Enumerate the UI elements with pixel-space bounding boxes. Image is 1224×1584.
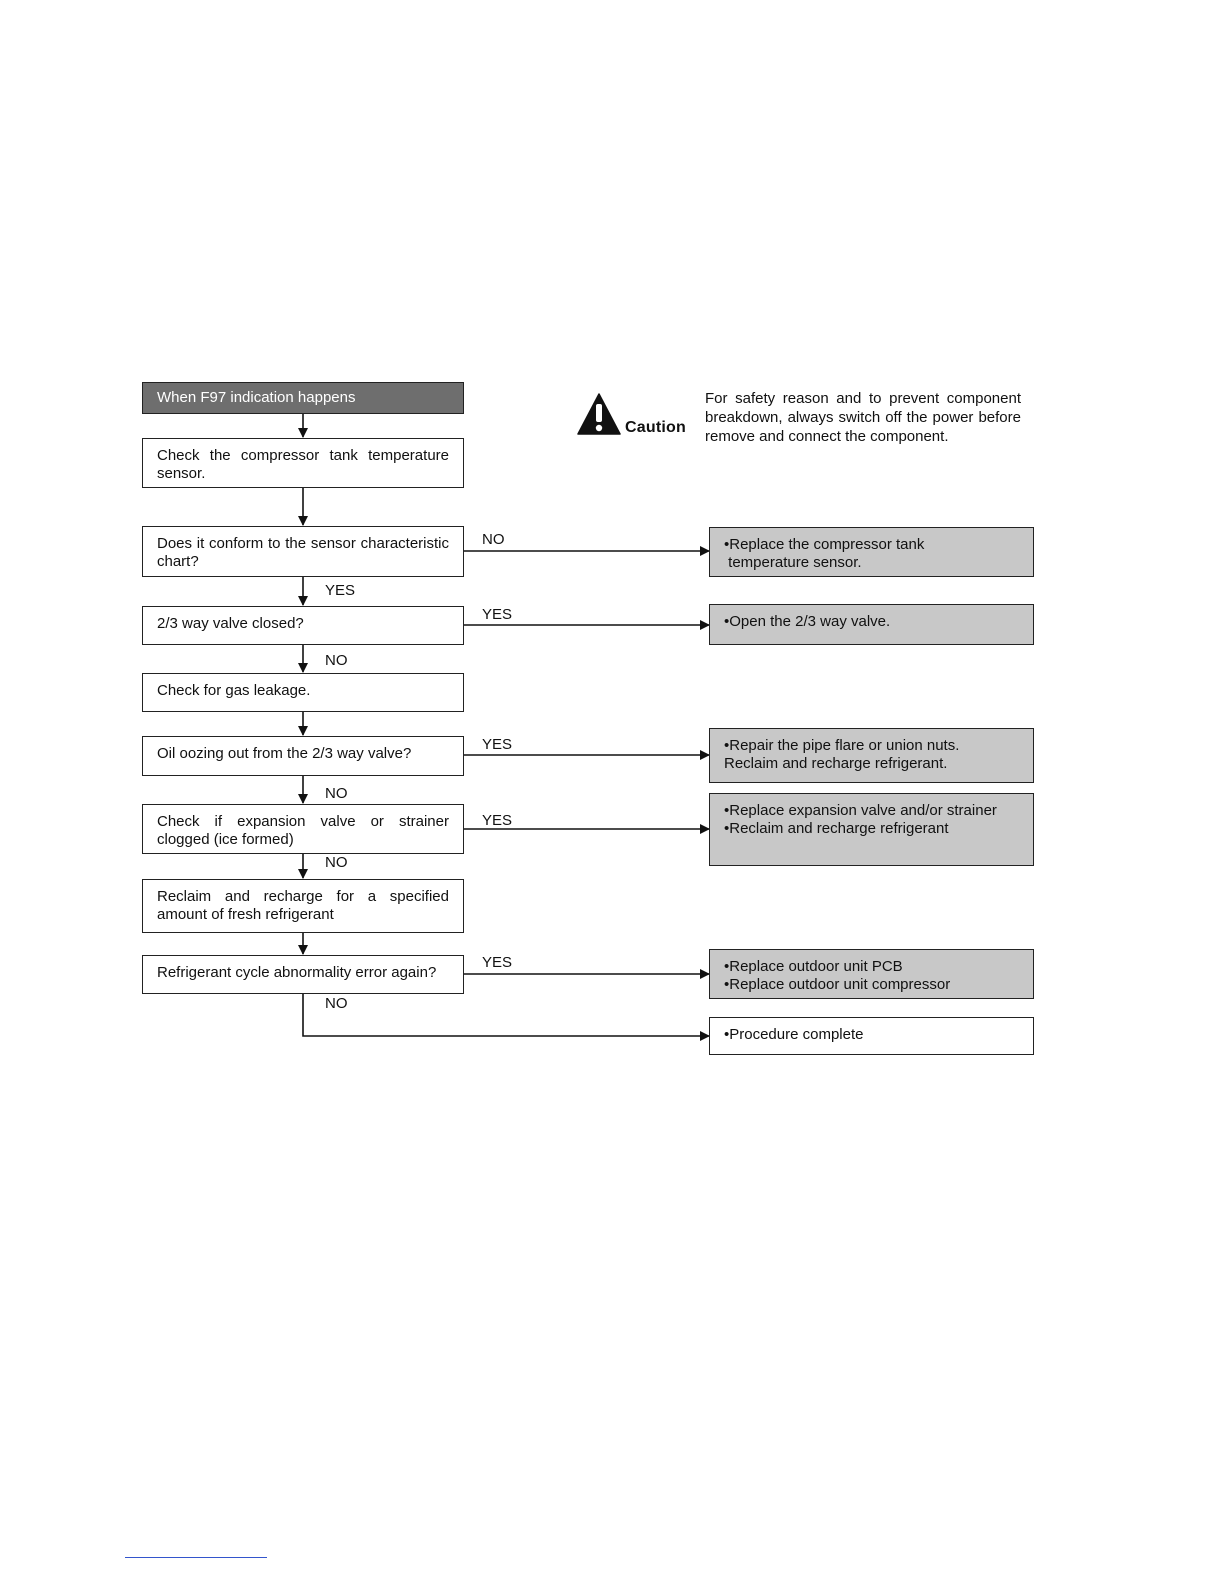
step-error-again xyxy=(142,955,464,994)
step-reclaim-recharge xyxy=(142,879,464,933)
label-s5-yes: YES xyxy=(482,736,513,753)
label-s2-yes: YES xyxy=(325,582,356,599)
step-gas-leakage xyxy=(142,673,464,712)
step-oil-oozing xyxy=(142,736,464,776)
action-replace-pcb-compressor xyxy=(709,949,1034,999)
start-text: When F97 indication happens xyxy=(157,389,356,406)
action-open-valve xyxy=(709,604,1034,645)
step-expansion-valve-text: Check if expansion valve or strainer clogged (ice formed) xyxy=(157,813,449,848)
caution-text: For safety reason and to prevent component breakdown, always switch off the power before remove and connect the component. xyxy=(705,390,1021,445)
step-check-sensor xyxy=(142,438,464,488)
step-gas-leakage-text: Check for gas leakage. xyxy=(157,682,311,699)
action-procedure-complete xyxy=(709,1017,1034,1055)
action-line: •Repair the pipe flare or union nuts. xyxy=(724,737,960,754)
label-s5-no: NO xyxy=(325,785,348,802)
label-s3-no: NO xyxy=(325,652,348,669)
step-error-again-text: Refrigerant cycle abnormality error again? xyxy=(157,964,437,981)
caution-label: Caution xyxy=(625,419,686,436)
step-expansion-valve xyxy=(142,804,464,854)
label-s6-no: NO xyxy=(325,854,348,871)
label-s8-yes: YES xyxy=(482,954,513,971)
action-line: •Reclaim and recharge refrigerant xyxy=(724,820,949,837)
action-line: •Replace outdoor unit compressor xyxy=(724,976,951,993)
action-replace-sensor xyxy=(709,527,1034,577)
footer-rule xyxy=(125,1557,267,1558)
action-line: •Open the 2/3 way valve. xyxy=(724,613,891,630)
start-box xyxy=(142,382,464,414)
action-line: •Procedure complete xyxy=(724,1026,864,1043)
action-line: •Replace the compressor tank xyxy=(724,536,925,553)
step-reclaim-recharge-text: Reclaim and recharge for a specified amount of fresh refrigerant xyxy=(157,888,449,923)
step-valve-closed-text: 2/3 way valve closed? xyxy=(157,615,304,632)
label-s3-yes: YES xyxy=(482,606,513,623)
action-line: •Replace expansion valve and/or strainer xyxy=(724,802,997,819)
action-repair-pipe xyxy=(709,728,1034,783)
arrow-s8-no xyxy=(303,993,709,1036)
action-line: •Replace outdoor unit PCB xyxy=(724,958,903,975)
action-line: Reclaim and recharge refrigerant. xyxy=(724,755,948,772)
label-s6-yes: YES xyxy=(482,812,513,829)
label-s2-no: NO xyxy=(482,531,505,548)
label-s8-no: NO xyxy=(325,995,348,1012)
step-check-sensor-text: Check the compressor tank temperature sensor. xyxy=(157,447,449,482)
action-replace-expansion-valve xyxy=(709,793,1034,866)
action-line: temperature sensor. xyxy=(724,554,862,571)
step-oil-oozing-text: Oil oozing out from the 2/3 way valve? xyxy=(157,745,412,762)
step-conform-chart-text: Does it conform to the sensor characteristic chart? xyxy=(157,535,449,570)
step-valve-closed xyxy=(142,606,464,645)
warning-icon xyxy=(577,392,621,436)
step-conform-chart xyxy=(142,526,464,577)
